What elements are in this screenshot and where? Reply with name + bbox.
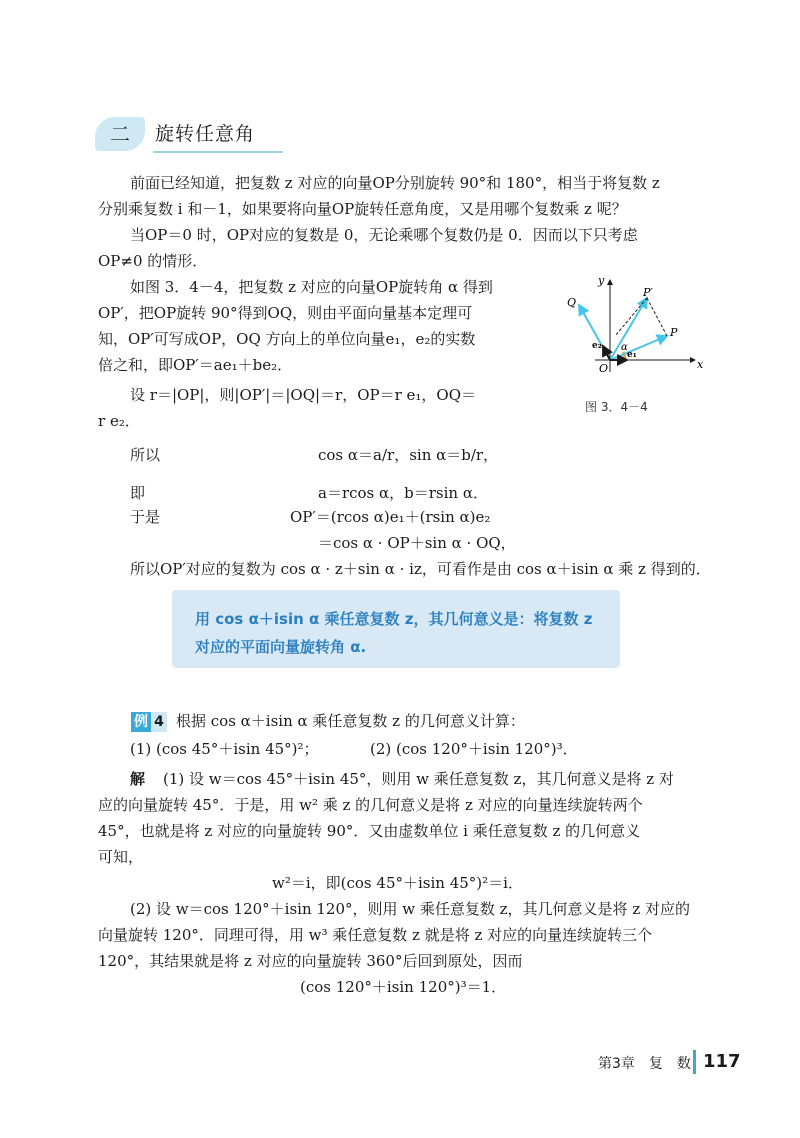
derivation-ie: 即 <box>130 484 146 502</box>
para3-line2: OP′，把OP旋转 90°得到OQ，则由平面向量基本定理可 <box>98 304 473 322</box>
example-badge-number: 4 <box>151 712 167 732</box>
vector-OP <box>610 336 667 360</box>
example-badge <box>131 712 169 732</box>
label-alpha: α <box>621 342 628 353</box>
solution-line1: (1) 设 w＝cos 45°＋isin 45°，则用 w 乘任意复数 z，其几何意义是将 z 对 <box>163 770 674 788</box>
solution-line4: 可知， <box>98 848 144 866</box>
para1-line2: 分别乘复数 i 和－1，如果要将向量OP旋转任意角度，又是用哪个复数乘 z 呢？ <box>98 200 627 218</box>
solution-line6: 向量旋转 120°．同理可得，用 w³ 乘任意复数 z 就是将 z 对应的向量连续旋转三个 <box>98 926 653 944</box>
solution-eq2: (cos 120°＋isin 120°)³＝1． <box>300 978 507 996</box>
para4-line1: 设 r＝|OP|，则|OP′|＝|OQ|＝r，OP＝r e₁，OQ＝ <box>130 386 477 404</box>
label-e1: e₁ <box>627 350 637 360</box>
para1-line1: 前面已经知道，把复数 z 对应的向量OP分别旋转 90°和 180°，相当于将复数 z <box>130 174 660 192</box>
chapter-footer: 第3章 复 数 <box>598 1056 691 1072</box>
derivation-ie-eq: a＝rcos α，b＝rsin α． <box>318 484 488 502</box>
label-Q: Q <box>567 296 577 309</box>
section-title: 旋转任意角 <box>155 123 256 145</box>
label-P-prime: P′ <box>643 286 653 299</box>
figure-caption: 图 3．4－4 <box>585 400 648 414</box>
para4-line2: r e₂． <box>98 412 140 430</box>
solution-eq1: w²＝i，即(cos 45°＋isin 45°)²＝i． <box>272 874 523 892</box>
label-O: O <box>599 362 609 375</box>
label-e2: e₂ <box>592 341 602 351</box>
derivation-so-eq: cos α＝a/r，sin α＝b/r， <box>318 446 499 464</box>
section-heading <box>95 113 295 155</box>
para2-line1: 当OP＝0 时，OP对应的复数是 0，无论乘哪个复数仍是 0．因而以下只考虑 <box>130 226 638 244</box>
derivation-then-eq2: ＝cos α · OP＋sin α · OQ， <box>318 534 516 552</box>
para3-line4: 倍之和，即OP′＝ae₁＋be₂． <box>98 356 293 374</box>
derivation-so: 所以 <box>130 446 161 464</box>
dash-pp <box>647 298 667 336</box>
label-x: x <box>697 358 704 371</box>
solution-line3: 45°，也就是将 z 对应的向量旋转 90°．又由虚数单位 i 乘任意复数 z 的几何意义 <box>98 822 641 840</box>
dash-pq <box>615 298 647 336</box>
example-badge-label: 例 <box>131 712 151 732</box>
unit-e2 <box>603 346 610 360</box>
section-underline <box>153 151 283 153</box>
label-y: y <box>598 274 605 287</box>
label-P: P <box>670 326 678 339</box>
example-q2: (2) (cos 120°＋isin 120°)³． <box>370 740 578 758</box>
para3-line3: 知，OP′可写成OP，OQ 方向上的单位向量e₁，e₂的实数 <box>98 330 476 348</box>
solution-line5: (2) 设 w＝cos 120°＋isin 120°，则用 w 乘任意复数 z，其几何意义是将 z 对应的 <box>130 900 690 918</box>
highlight-text: 用 cos α＋isin α 乘任意复数 z，其几何意义是：将复数 z 对应的平面向量旋转角 α. <box>195 610 593 656</box>
para3-line1: 如图 3．4－4，把复数 z 对应的向量OP旋转角 α 得到 <box>130 278 493 296</box>
solution-line7: 120°，其结果就是将 z 对应的向量旋转 360°后回到原处，因而 <box>98 952 523 970</box>
derivation-then-eq1: OP′＝(rcos α)e₁＋(rsin α)e₂ <box>290 508 491 526</box>
rotation-figure <box>555 272 705 382</box>
derivation-then: 于是 <box>130 508 161 526</box>
para2-line2: OP≠0 的情形． <box>98 252 208 270</box>
section-number-badge: 二 <box>95 117 145 151</box>
example-prompt: 根据 cos α＋isin α 乘任意复数 z 的几何意义计算： <box>176 712 525 730</box>
page-number: 117 <box>703 1051 741 1072</box>
solution-line2: 应的向量旋转 45°．于是，用 w² 乘 z 的几何意义是将 z 对应的向量连续旋转两个 <box>98 796 643 814</box>
example-q1: (1) (cos 45°＋isin 45°)²； <box>130 740 319 758</box>
footer-bar <box>693 1050 696 1074</box>
solution-label: 解 <box>130 770 146 788</box>
derivation-conclusion: 所以OP′对应的复数为 cos α · z＋sin α · iz，可看作是由 cos α＋isin α 乘 z 得到的． <box>130 560 711 578</box>
